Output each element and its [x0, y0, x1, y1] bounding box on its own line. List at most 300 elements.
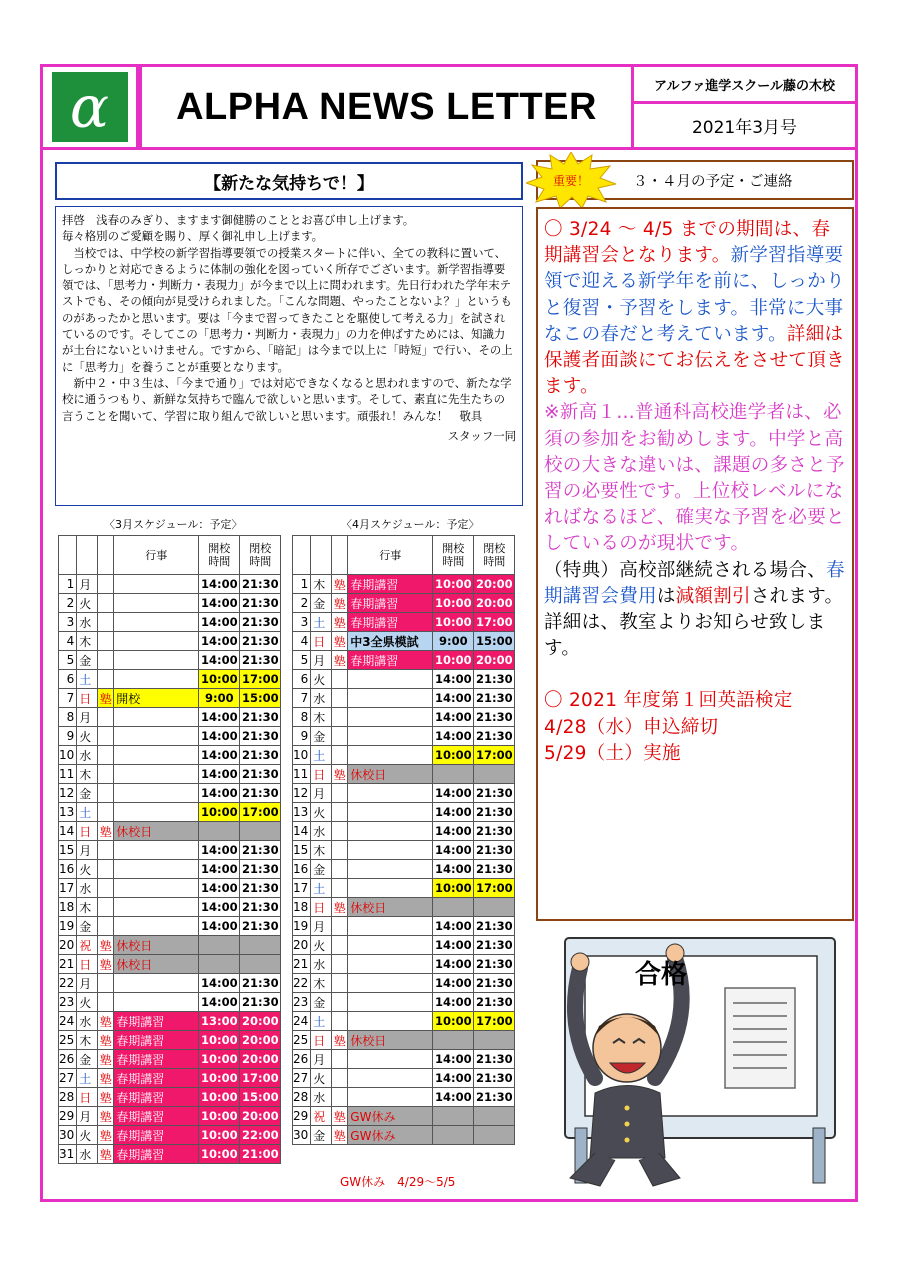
letter-paragraph: 当校では、中学校の新学習指導要領での授業スタートに伴い、全ての教科に置いて、しっかりと対応できるように体制の強化を図っていく所存でございます。新学習指導要領では、「思考力・判断力・表現力」が今まで以上に問われます。先日行われた学年末テストでも、その傾向が見受けられました。「こんな問題、やったことないよ？」というものがあったかと思います。要は「今まで習ってきたことを駆使して考える力」を試されているのです。そしてこの「思考力・判断力・表現力」の力を伸ばすためには、知識力が土台にないといけません。ですから、「暗記」は今まで以上に「時短」で行い、その上に「思考力」を養うことが重要となります。 [62, 245, 513, 374]
juku-mark [98, 803, 114, 822]
event-cell [348, 860, 433, 879]
weekday: 木 [77, 765, 98, 784]
day-number: 1 [293, 575, 311, 594]
event-cell [348, 822, 433, 841]
open-time: 14:00 [433, 1088, 474, 1107]
weekday: 木 [311, 974, 332, 993]
open-time: 10:00 [433, 651, 474, 670]
event-cell: 春期講習 [348, 575, 433, 594]
weekday: 水 [311, 1088, 332, 1107]
open-time [433, 765, 474, 784]
event-cell: 休校日 [114, 936, 199, 955]
header-event: 行事 [348, 536, 433, 575]
juku-mark [98, 784, 114, 803]
event-cell [114, 708, 199, 727]
juku-mark: 塾 [98, 1088, 114, 1107]
juku-mark [332, 708, 348, 727]
open-time [433, 1126, 474, 1145]
close-time: 21:30 [474, 689, 515, 708]
juku-mark [332, 1012, 348, 1031]
close-time: 21:30 [474, 822, 515, 841]
open-time [433, 898, 474, 917]
open-time: 14:00 [433, 955, 474, 974]
close-time [240, 822, 281, 841]
open-time: 14:00 [433, 860, 474, 879]
close-time: 17:00 [240, 1069, 281, 1088]
open-time: 10:00 [199, 1069, 240, 1088]
close-time: 21:30 [474, 974, 515, 993]
table-row [59, 822, 281, 841]
juku-mark [98, 879, 114, 898]
open-time: 14:00 [199, 784, 240, 803]
open-time: 14:00 [199, 594, 240, 613]
weekday: 土 [311, 1012, 332, 1031]
open-time: 14:00 [199, 974, 240, 993]
open-time [199, 822, 240, 841]
close-time: 17:00 [240, 803, 281, 822]
juku-mark [332, 746, 348, 765]
weekday: 火 [77, 993, 98, 1012]
day-number: 7 [293, 689, 311, 708]
header-open: 開校 時間 [199, 536, 240, 575]
table-row [293, 613, 515, 632]
weekday: 金 [311, 860, 332, 879]
juku-mark [98, 746, 114, 765]
table-row [59, 993, 281, 1012]
greeting-letter [55, 206, 523, 506]
event-cell: 春期講習 [348, 594, 433, 613]
newsletter-title: ALPHA NEWS LETTER [139, 67, 634, 150]
juku-mark [332, 879, 348, 898]
open-time: 14:00 [199, 917, 240, 936]
table-row [293, 746, 515, 765]
day-number: 8 [59, 708, 77, 727]
close-time: 17:00 [474, 613, 515, 632]
event-cell [114, 670, 199, 689]
day-number: 2 [293, 594, 311, 613]
juku-mark [98, 613, 114, 632]
weekday: 水 [311, 955, 332, 974]
open-time: 10:00 [199, 1126, 240, 1145]
table-row [293, 575, 515, 594]
open-time [199, 955, 240, 974]
day-number: 1 [59, 575, 77, 594]
weekday: 土 [311, 613, 332, 632]
close-time [240, 955, 281, 974]
juku-mark [332, 841, 348, 860]
open-time: 14:00 [199, 841, 240, 860]
notice-block-highschool: ※新高１…普通科高校進学者は、必須の参加をお勧めします。中学と高校の大きな違いは、課題の多さと予習の必要性です。上位校レベルになればなるほど、確実な予習を必要としているのが現状です。 [544, 402, 845, 555]
day-number: 26 [59, 1050, 77, 1069]
table-row [59, 974, 281, 993]
open-time: 9:00 [199, 689, 240, 708]
table-row [293, 632, 515, 651]
close-time: 21:30 [240, 898, 281, 917]
open-time: 10:00 [199, 1145, 240, 1164]
day-number: 7 [59, 689, 77, 708]
table-row [293, 993, 515, 1012]
event-cell [114, 898, 199, 917]
close-time: 21:30 [474, 1069, 515, 1088]
day-number: 3 [59, 613, 77, 632]
event-cell: 開校 [114, 689, 199, 708]
event-cell [348, 727, 433, 746]
close-time: 21:30 [474, 708, 515, 727]
close-time: 17:00 [474, 1012, 515, 1031]
juku-mark [332, 860, 348, 879]
event-cell: 春期講習 [348, 651, 433, 670]
close-time: 21:00 [240, 1145, 281, 1164]
close-time: 21:30 [474, 917, 515, 936]
table-row [293, 803, 515, 822]
open-time: 10:00 [433, 879, 474, 898]
close-time: 21:30 [240, 746, 281, 765]
event-cell: 春期講習 [114, 1107, 199, 1126]
weekday: 木 [77, 898, 98, 917]
weekday: 水 [311, 689, 332, 708]
day-number: 23 [293, 993, 311, 1012]
event-cell [348, 803, 433, 822]
success-illustration [555, 928, 845, 1190]
juku-mark: 塾 [98, 1145, 114, 1164]
weekday: 木 [311, 708, 332, 727]
day-number: 30 [59, 1126, 77, 1145]
event-cell [114, 594, 199, 613]
table-row [293, 1107, 515, 1126]
close-time: 21:30 [240, 594, 281, 613]
open-time: 14:00 [199, 879, 240, 898]
close-time: 21:30 [240, 879, 281, 898]
notice-title: ３・４月の予定・ご連絡 [633, 173, 793, 190]
weekday: 水 [77, 1012, 98, 1031]
day-number: 29 [293, 1107, 311, 1126]
weekday: 土 [311, 746, 332, 765]
close-time: 22:00 [240, 1126, 281, 1145]
eiken-date: 5/29（土）実施 [544, 742, 681, 764]
weekday: 月 [77, 974, 98, 993]
open-time [433, 1107, 474, 1126]
important-badge [526, 152, 616, 208]
day-number: 13 [59, 803, 77, 822]
weekday: 金 [77, 917, 98, 936]
event-cell: 中3全県模試 [348, 632, 433, 651]
alpha-logo-icon: α [52, 72, 128, 142]
event-cell: GW休み [348, 1107, 433, 1126]
notice-block-bonus: （特典）高校部継続される場合、春期講習会費用は減額割引されます。詳細は、教室よりお知らせ致します。 [544, 559, 845, 660]
march-caption: 〈3月スケジュール：予定〉 [104, 518, 243, 531]
close-time: 21:30 [240, 727, 281, 746]
event-cell [114, 974, 199, 993]
table-row [293, 1050, 515, 1069]
table-row [59, 1031, 281, 1050]
event-cell [114, 993, 199, 1012]
table-row [293, 822, 515, 841]
event-cell: 春期講習 [114, 1050, 199, 1069]
event-cell [114, 841, 199, 860]
day-number: 3 [293, 613, 311, 632]
open-time: 10:00 [199, 1031, 240, 1050]
close-time [474, 1031, 515, 1050]
open-time: 10:00 [433, 1012, 474, 1031]
weekday: 日 [77, 955, 98, 974]
juku-mark [332, 917, 348, 936]
juku-mark: 塾 [332, 651, 348, 670]
april-caption: 〈4月スケジュール：予定〉 [341, 518, 480, 531]
close-time: 21:30 [240, 841, 281, 860]
table-row [293, 670, 515, 689]
table-header-row [59, 536, 281, 575]
close-time: 17:00 [474, 879, 515, 898]
letter-paragraph: 新中２・中３生は、「今まで通り」では対応できなくなると思われますので、新たな学校に通うつもり、新鮮な気持ちで臨んで欲しいと思います。そして、素直に先生たちの言うことを聞いて、学習に取り組んで欲しいと思います。頑張れ！みんな！ 敬具 [62, 375, 512, 423]
open-time: 10:00 [199, 670, 240, 689]
notice-block-spring: 〇 3/24 ～ 4/5 までの期間は、春期講習会となります。新学習指導要領で迎える新学年を前に、しっかりと復習・予習をします。非常に大事なこの春だと考えています。詳細は保護者面談にてお伝えをさせて頂きます。 [544, 219, 845, 398]
juku-mark [98, 841, 114, 860]
juku-mark: 塾 [98, 1012, 114, 1031]
close-time: 20:00 [474, 575, 515, 594]
juku-mark [332, 689, 348, 708]
open-time: 14:00 [199, 727, 240, 746]
close-time: 17:00 [240, 670, 281, 689]
juku-mark [332, 822, 348, 841]
juku-mark [98, 917, 114, 936]
table-row [59, 1050, 281, 1069]
letter-signature: スタッフ一同 [447, 428, 516, 443]
juku-mark: 塾 [98, 936, 114, 955]
open-time: 14:00 [433, 727, 474, 746]
juku-mark: 塾 [332, 765, 348, 784]
event-cell [348, 974, 433, 993]
juku-mark: 塾 [332, 594, 348, 613]
weekday: 月 [311, 1050, 332, 1069]
juku-mark [332, 784, 348, 803]
weekday: 日 [311, 898, 332, 917]
weekday: 日 [77, 822, 98, 841]
juku-mark [332, 993, 348, 1012]
table-row [59, 1126, 281, 1145]
day-number: 10 [59, 746, 77, 765]
table-row [293, 841, 515, 860]
juku-mark [332, 936, 348, 955]
table-row [59, 727, 281, 746]
juku-mark [98, 860, 114, 879]
event-cell [348, 841, 433, 860]
day-number: 12 [293, 784, 311, 803]
eiken-title: 〇 2021 年度第１回英語検定 [544, 690, 793, 712]
juku-mark [98, 632, 114, 651]
weekday: 金 [77, 1050, 98, 1069]
student-celebration-icon [555, 928, 845, 1190]
event-cell: GW休み [348, 1126, 433, 1145]
open-time: 14:00 [433, 1050, 474, 1069]
table-row [59, 879, 281, 898]
juku-mark: 塾 [332, 613, 348, 632]
close-time: 21:30 [474, 727, 515, 746]
open-time: 10:00 [199, 1050, 240, 1069]
weekday: 火 [311, 670, 332, 689]
day-number: 11 [59, 765, 77, 784]
day-number: 21 [293, 955, 311, 974]
open-time: 10:00 [199, 803, 240, 822]
open-time: 10:00 [433, 575, 474, 594]
juku-mark [98, 898, 114, 917]
event-cell: 休校日 [348, 765, 433, 784]
close-time: 21:30 [240, 784, 281, 803]
weekday: 金 [77, 784, 98, 803]
juku-mark [98, 765, 114, 784]
open-time: 14:00 [199, 651, 240, 670]
day-number: 19 [293, 917, 311, 936]
close-time: 20:00 [240, 1107, 281, 1126]
close-time: 21:30 [474, 936, 515, 955]
day-number: 25 [59, 1031, 77, 1050]
school-name: アルファ進学スクール藤の木校 [634, 67, 855, 104]
day-number: 29 [59, 1107, 77, 1126]
juku-mark [98, 708, 114, 727]
event-cell [348, 708, 433, 727]
weekday: 火 [77, 594, 98, 613]
event-cell [348, 936, 433, 955]
weekday: 日 [77, 1088, 98, 1107]
open-time: 10:00 [433, 613, 474, 632]
juku-mark: 塾 [98, 822, 114, 841]
event-cell: 休校日 [114, 955, 199, 974]
table-row [293, 1088, 515, 1107]
weekday: 水 [77, 613, 98, 632]
close-time [474, 765, 515, 784]
day-number: 12 [59, 784, 77, 803]
open-time: 9:00 [433, 632, 474, 651]
table-row [293, 917, 515, 936]
close-time: 21:30 [474, 955, 515, 974]
weekday: 金 [77, 651, 98, 670]
letter-line: 毎々格別のご愛顧を賜り、厚く御礼申し上げます。 [62, 229, 324, 244]
table-row [293, 651, 515, 670]
close-time: 20:00 [474, 651, 515, 670]
close-time: 21:30 [240, 708, 281, 727]
table-row [59, 784, 281, 803]
juku-mark [332, 1050, 348, 1069]
day-number: 14 [59, 822, 77, 841]
day-number: 18 [293, 898, 311, 917]
weekday: 月 [311, 651, 332, 670]
march-schedule-table [58, 535, 281, 1164]
open-time: 13:00 [199, 1012, 240, 1031]
pass-sign-text: 合格 [635, 960, 688, 990]
weekday: 土 [77, 670, 98, 689]
open-time: 10:00 [433, 594, 474, 613]
event-cell [348, 993, 433, 1012]
weekday: 金 [311, 594, 332, 613]
close-time: 17:00 [474, 746, 515, 765]
event-cell: 休校日 [348, 1031, 433, 1050]
important-label: 重要！ [552, 173, 589, 188]
day-number: 30 [293, 1126, 311, 1145]
juku-mark [332, 974, 348, 993]
table-row [59, 1145, 281, 1164]
table-row [293, 1012, 515, 1031]
juku-mark: 塾 [332, 1126, 348, 1145]
table-row [59, 613, 281, 632]
table-row [59, 575, 281, 594]
table-row [59, 803, 281, 822]
day-number: 4 [293, 632, 311, 651]
header-open: 開校 時間 [433, 536, 474, 575]
juku-mark: 塾 [332, 1107, 348, 1126]
event-cell [114, 575, 199, 594]
juku-mark: 塾 [98, 955, 114, 974]
event-cell: 春期講習 [348, 613, 433, 632]
weekday: 火 [311, 1069, 332, 1088]
day-number: 6 [59, 670, 77, 689]
close-time: 21:30 [240, 974, 281, 993]
header-close: 閉校 時間 [474, 536, 515, 575]
open-time: 14:00 [433, 936, 474, 955]
table-row [293, 860, 515, 879]
event-cell [348, 879, 433, 898]
day-number: 15 [59, 841, 77, 860]
table-row [293, 955, 515, 974]
day-number: 13 [293, 803, 311, 822]
table-row [59, 917, 281, 936]
table-row [59, 651, 281, 670]
open-time: 10:00 [199, 1088, 240, 1107]
weekday: 木 [77, 1031, 98, 1050]
event-cell [348, 670, 433, 689]
header-event: 行事 [114, 536, 199, 575]
day-number: 26 [293, 1050, 311, 1069]
event-cell [348, 917, 433, 936]
header-close: 閉校 時間 [240, 536, 281, 575]
juku-mark: 塾 [332, 898, 348, 917]
close-time [474, 898, 515, 917]
open-time: 14:00 [199, 993, 240, 1012]
greeting-title: 【新たな気持ちで！】 [55, 162, 523, 200]
juku-mark: 塾 [98, 1050, 114, 1069]
close-time: 20:00 [240, 1050, 281, 1069]
open-time: 14:00 [199, 898, 240, 917]
juku-mark: 塾 [332, 632, 348, 651]
juku-mark: 塾 [98, 1126, 114, 1145]
table-row [59, 860, 281, 879]
open-time: 14:00 [199, 613, 240, 632]
open-time: 14:00 [199, 860, 240, 879]
open-time: 14:00 [433, 841, 474, 860]
weekday: 月 [77, 708, 98, 727]
open-time: 14:00 [199, 632, 240, 651]
event-cell: 休校日 [348, 898, 433, 917]
eiken-deadline: 4/28（水）申込締切 [544, 716, 719, 738]
juku-mark [332, 670, 348, 689]
juku-mark: 塾 [332, 575, 348, 594]
day-number: 23 [59, 993, 77, 1012]
table-row [293, 898, 515, 917]
open-time: 14:00 [433, 803, 474, 822]
weekday: 金 [311, 993, 332, 1012]
table-row [59, 955, 281, 974]
weekday: 木 [77, 632, 98, 651]
day-number: 22 [59, 974, 77, 993]
event-cell [348, 1088, 433, 1107]
table-row [59, 689, 281, 708]
open-time: 14:00 [433, 974, 474, 993]
table-row [293, 594, 515, 613]
table-row [293, 708, 515, 727]
open-time: 14:00 [199, 708, 240, 727]
day-number: 24 [293, 1012, 311, 1031]
weekday: 火 [311, 936, 332, 955]
close-time: 15:00 [474, 632, 515, 651]
weekday: 金 [311, 1126, 332, 1145]
